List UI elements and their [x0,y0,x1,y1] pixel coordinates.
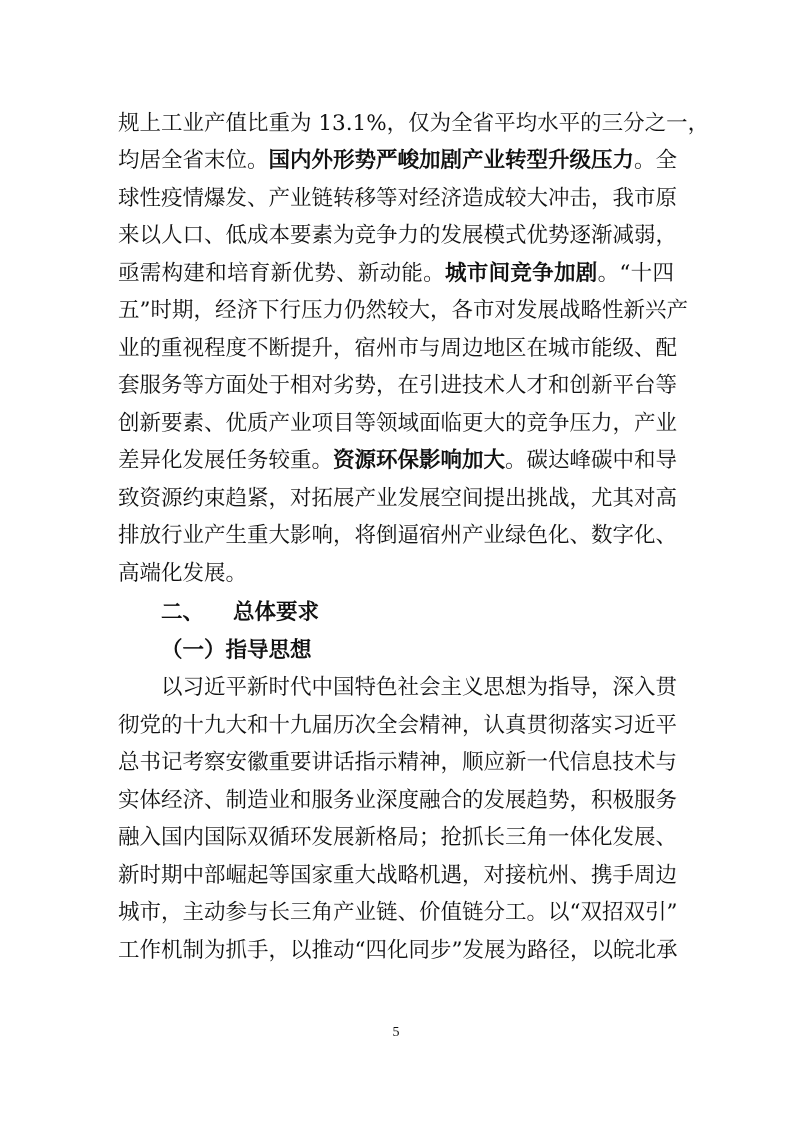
paragraph-line: 城市，主动参与长三角产业链、价值链分工。以“双招双引” [118,900,678,925]
section-number: 二、 [161,600,205,625]
paragraph-line: 业的重视程度不断提升，宿州市与周边地区在城市能级、配 [118,336,678,361]
page-number: 5 [392,1025,400,1040]
bold-phrase: 资源环保影响加大 [333,448,506,473]
paragraph-line: 新时期中部崛起等国家重大战略机遇，对接杭州、携手周边 [118,863,678,888]
paragraph-line: 总书记考察安徽重要讲话指示精神，顺应新一代信息技术与 [118,750,678,775]
paragraph-line: 以习近平新时代中国特色社会主义思想为指导，深入贯 [161,675,678,700]
paragraph-line: 套服务等方面处于相对劣势，在引进技术人才和创新平台等 [118,373,678,398]
paragraph-line: 亟需构建和培育新优势、新动能。城市间竞争加剧。“十四 [118,261,674,286]
paragraph-line: 排放行业产生重大影响，将倒逼宿州产业绿色化、数字化、 [118,523,678,548]
paragraph-line: 差异化发展任务较重。资源环保影响加大。碳达峰碳中和导 [118,448,678,473]
paragraph-line: 实体经济、制造业和服务业深度融合的发展趋势，积极服务 [118,788,678,813]
paragraph-line: 均居全省末位。国内外形势严峻加剧产业转型升级压力。全 [118,148,678,173]
paragraph-line: 创新要素、优质产业项目等领域面临更大的竞争压力，产业 [118,411,678,436]
paragraph-line: 致资源约束趋紧，对拓展产业发展空间提出挑战，尤其对高 [118,486,678,511]
section-title: 总体要求 [233,600,320,625]
paragraph-line: 规上工业产值比重为 13.1%，仅为全省平均水平的三分之一， [118,111,710,136]
paragraph-line: 彻党的十九大和十九届历次全会精神，认真贯彻落实习近平 [118,713,678,738]
paragraph-line: 五”时期，经济下行压力仍然较大，各市对发展战略性新兴产 [118,298,688,323]
paragraph-line: 来以人口、低成本要素为竞争力的发展模式优势逐渐减弱， [118,223,678,248]
subsection-title: （一）指导思想 [161,638,312,663]
paragraph-line: 球性疫情爆发、产业链转移等对经济造成较大冲击，我市原 [118,186,678,211]
paragraph-line: 高端化发展。 [118,561,248,586]
bold-phrase: 国内外形势严峻加剧产业转型升级压力 [268,148,635,173]
paragraph-line: 融入国内国际双循环发展新格局；抢抓长三角一体化发展、 [118,825,678,850]
bold-phrase: 城市间竞争加剧 [444,261,598,286]
paragraph-line: 工作机制为抓手，以推动“四化同步”发展为路径，以皖北承 [118,938,678,963]
